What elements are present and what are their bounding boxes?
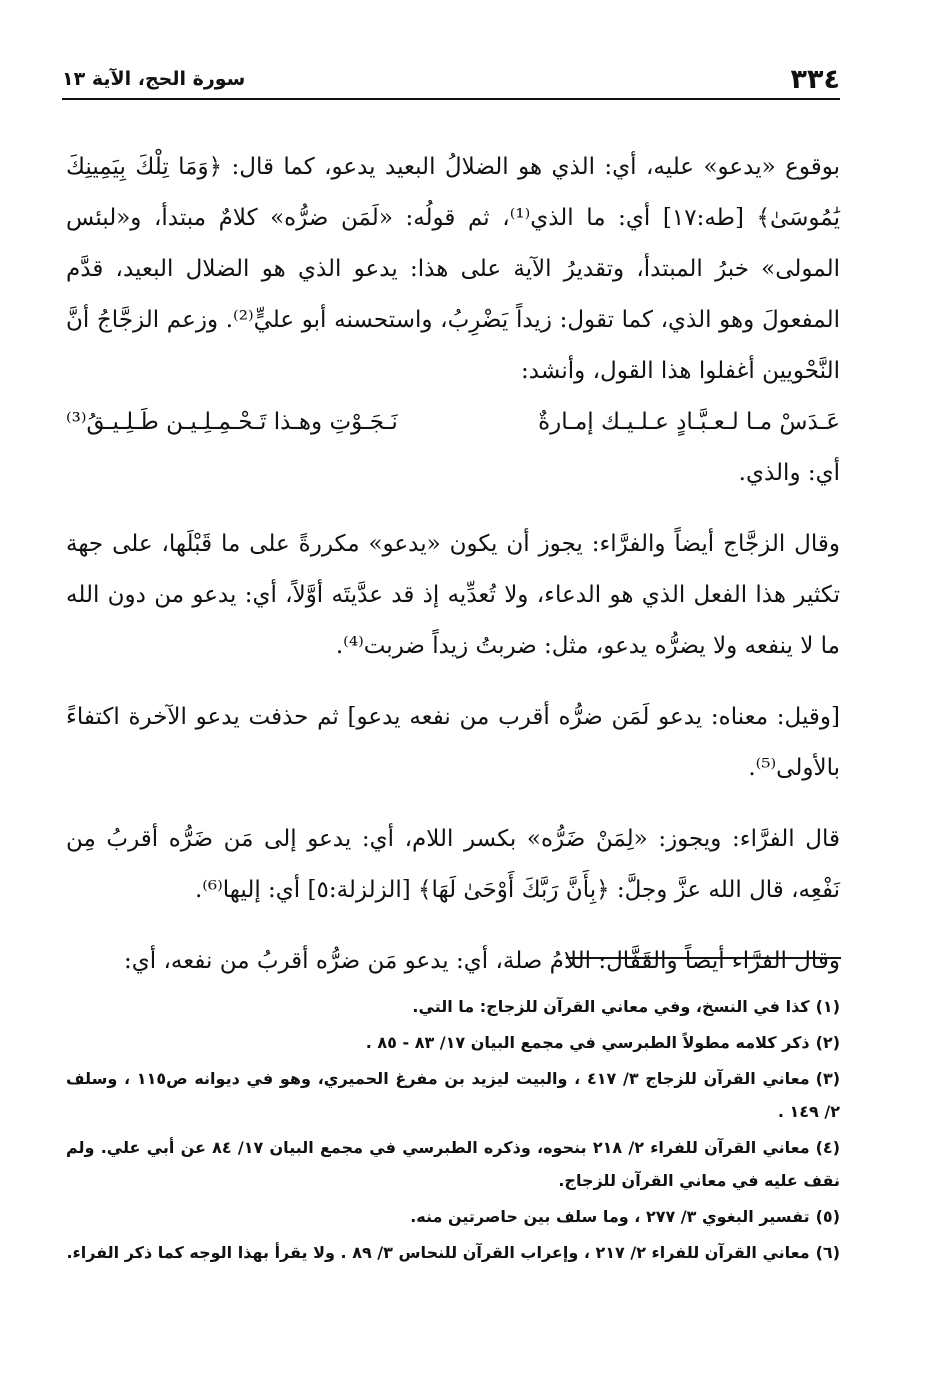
footnote-text: معاني القرآن للزجاج ٣/ ٤١٧ ، والبيت ليزيد بن مفرغ الحميري، وهو في ديوانه ص١١٥ ، وسلف ٢/ ١٤٩ . [66, 1069, 840, 1121]
footnote [66, 1236, 840, 1269]
verse-second-hemistich: نَـجَـوْتِ وهـذا تَـحْـمِـلِـيـن طَـلِـيـقُ⁽³⁾ [66, 409, 398, 435]
page-number: ٣٣٤ [790, 64, 840, 95]
paragraph: وقال الزجَّاج أيضاً والفرَّاء: يجوز أن يكون «يدعو» مكررةً على ما قَبْلَها، على جهة تكثير هذا الفعل الذي هو الدعاء، ولا تُعدِّيه إذ قد عدَّيتَه أوَّلاً، أي: يدعو من دون الله ما لا ينفعه ولا يضرُّه يدعو، مثل: ضربتُ زيداً ضربت⁽⁴⁾. [66, 531, 840, 659]
footnote-text: تفسير البغوي ٣/ ٢٧٧ ، وما سلف بين حاصرتين منه. [410, 1207, 810, 1226]
footnote-number: (٤) [815, 1138, 840, 1157]
paragraph: بوقوع «يدعو» عليه، أي: الذي هو الضلالُ البعيد يدعو، كما قال: ﴿وَمَا تِلْكَ بِيَمِينِكَ يَٰمُوسَىٰ﴾ [طه:١٧] أي: ما الذي⁽¹⁾، ثم قولُه: «لَمَن ضرُّه» كلامٌ مبتدأ، و«لبئس المولى» خبرُ المبتدأ، وتقديرُ الآية على هذا: يدعو الذي هو الضلال البعيد، قدَّم المفعولَ وهو الذي، كما تقول: زيداً يَضْرِبُ، واستحسنه أبو عليٍّ⁽²⁾. وزعم الزجَّاجُ أنَّ النَّحْويين أغفلوا هذا القول، وأنشد: [66, 154, 841, 384]
footnote-number: (٥) [815, 1207, 840, 1226]
footnote-text: كذا في النسخ، وفي معاني القرآن للزجاج: ما التي. [412, 997, 810, 1016]
main-text [66, 142, 840, 987]
paragraph: وقال الفرَّاء أيضاً والقَفَّال: اللامُ صلة، أي: يدعو مَن ضرُّه أقربُ من نفعه، أي: [124, 948, 840, 974]
paragraph: [وقيل: معناه: يدعو لَمَن ضرُّه أقرب من نفعه يدعو] ثم حذفت يدعو الآخرة اكتفاءً بالأولى⁽⁵⁾. [66, 704, 840, 781]
poetry-verse [66, 397, 840, 448]
footnote [66, 1131, 840, 1197]
running-header [62, 60, 840, 100]
footnote-number: (١) [815, 997, 840, 1016]
footnote-number: (٢) [815, 1033, 840, 1052]
footnote [66, 1062, 840, 1128]
footnote-text: ذكر كلامه مطولاً الطبرسي في مجمع البيان ١٧/ ٨٣ - ٨٥ . [365, 1033, 810, 1052]
footnote-text: معاني القرآن للفراء ٢/ ٢١٨ بنحوه، وذكره الطبرسي في مجمع البيان ١٧/ ٨٤ عن أبي علي. ولم نقف عليه في معاني القرآن للزجاج. [66, 1138, 840, 1190]
paragraph: قال الفرَّاء: ويجوز: «لِمَنْ ضَرُّه» بكسر اللام، أي: يدعو إلى مَن ضَرُّه أقربُ مِن نَفْعِه، قال الله عزَّ وجلَّ: ﴿بِأَنَّ رَبَّكَ أَوْحَىٰ لَهَا﴾ [الزلزلة:٥] أي: إليها⁽⁶⁾. [66, 826, 840, 903]
footnote-text: معاني القرآن للفراء ٢/ ٢١٧ ، وإعراب القرآن للنحاس ٣/ ٨٩ . ولا يقرأ بهذا الوجه كما ذكر الفراء. [66, 1243, 810, 1262]
paragraph: أي: والذي. [738, 460, 840, 486]
footnote [66, 1026, 840, 1059]
verse-first-hemistich: عَـدَسْ مـا لـعـبَّـادٍ عـلـيـك إمـارةٌ [538, 409, 840, 435]
footnote-separator [566, 957, 841, 959]
footnote-number: (٦) [815, 1243, 840, 1262]
footnote [66, 1200, 840, 1233]
footnote-number: (٣) [815, 1069, 841, 1088]
footnotes [66, 990, 840, 1272]
sura-title: سورة الحج، الآية ١٣ [62, 68, 246, 90]
footnote [66, 990, 840, 1023]
